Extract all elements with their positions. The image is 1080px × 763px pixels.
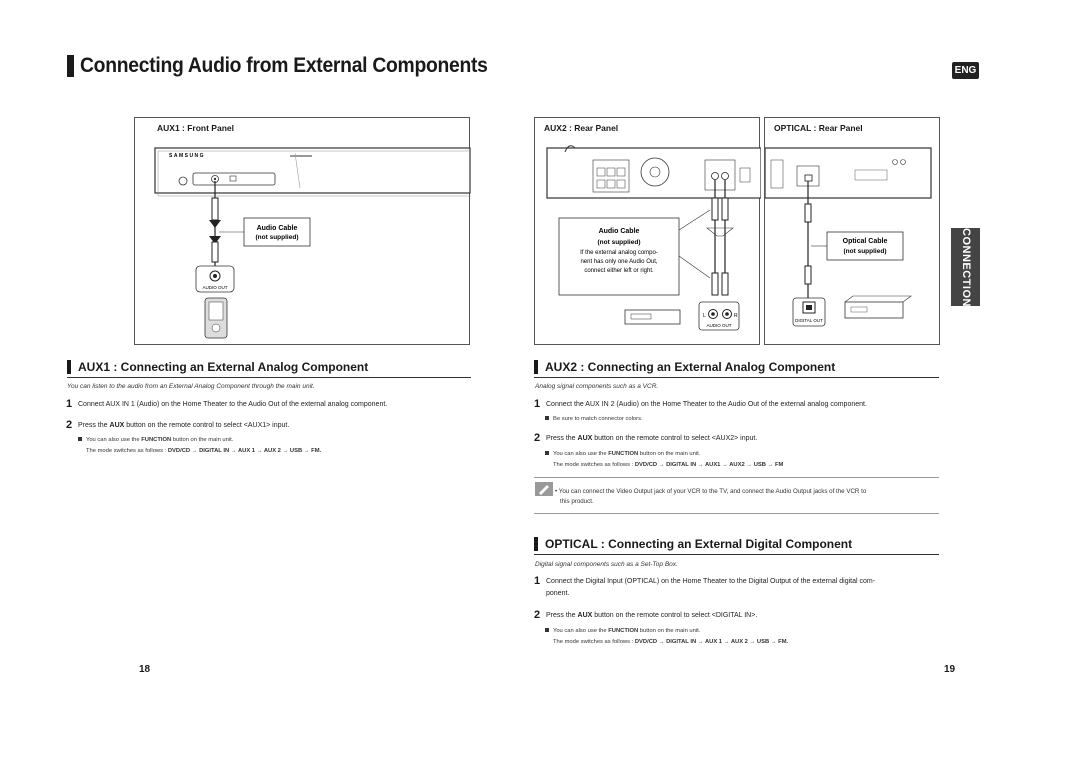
aux2-step2-number: 2 (534, 432, 541, 444)
aux1-cable-label: Audio Cable (256, 225, 298, 232)
optical-in-port (805, 175, 812, 181)
aux2-note-line: If the external analog compo- (580, 250, 658, 256)
optical-step1-text: Connect the Digital Input (OPTICAL) on the Home Theater to the Digital Output of the external digital com- (546, 578, 876, 585)
aux1-jack-label: AUDIO OUT (202, 285, 228, 290)
aux1-note-mode: The mode switches as follows : DVD/CD → DIGITAL IN → AUX 1 → AUX 2 → USB → FM. (86, 448, 322, 454)
aux2-left-label: L (703, 313, 706, 319)
optical-panel-label: OPTICAL : Rear Panel (774, 123, 863, 133)
aux1-panel (134, 117, 470, 345)
cooling-fan (641, 158, 669, 186)
divider (534, 377, 939, 378)
aux2-cable-label: Audio Cable (598, 228, 640, 235)
optical-step1-number: 1 (534, 575, 541, 587)
aux1-step1-number: 1 (66, 398, 73, 410)
optical-diagram (765, 118, 941, 346)
divider (67, 377, 471, 378)
aux1-diagram (135, 118, 471, 346)
aux1-step1-text: Connect AUX IN 1 (Audio) on the Home Theater to the Audio Out of the external analog component. (78, 401, 388, 408)
aux2-note-line: connect either left or right. (584, 268, 654, 274)
aux2-diagram (535, 118, 761, 346)
aux1-step2-number: 2 (66, 419, 73, 431)
optical-note-function: You can also use the FUNCTION button on the main unit. (545, 626, 700, 636)
home-theater-rear-panel (765, 148, 931, 198)
optical-jack-label: DIGITAL OUT (795, 318, 823, 323)
aux2-jack-label: AUDIO OUT (706, 323, 732, 328)
aux2-heading: AUX2 : Connecting an External Analog Component (545, 360, 836, 374)
optical-cable-label: Optical Cable (842, 238, 888, 245)
aux2-right-label: R (734, 313, 738, 319)
optical-heading: OPTICAL : Connecting an External Digital Component (545, 537, 853, 551)
optical-step2-text: Press the AUX button on the remote control to select <DIGITAL IN>. (546, 612, 758, 619)
vcr-unit (625, 310, 680, 324)
page-number-left: 18 (139, 664, 151, 675)
divider (534, 554, 939, 555)
aux2-intro: Analog signal components such as a VCR. (535, 383, 659, 390)
section-tab-connections: CONNECTIONS (951, 228, 980, 306)
aux1-panel-label: AUX1 : Front Panel (157, 123, 234, 133)
aux2-note-mode: The mode switches as follows : DVD/CD → DIGITAL IN → AUX1 → AUX2 → USB → FM (553, 462, 784, 468)
set-top-box (845, 302, 903, 318)
optical-note-mode: The mode switches as follows : DVD/CD → DIGITAL IN → AUX 1 → AUX 2 → USB → FM. (553, 639, 789, 645)
page-title: Connecting Audio from External Components (80, 54, 488, 77)
aux2-tip-line: • You can connect the Video Output jack of your VCR to the TV, and connect the Audio Output jacks of the VCR to (555, 488, 867, 495)
brand-logo: SAMSUNG (169, 153, 206, 159)
language-badge: ENG (952, 62, 979, 79)
aux2-note-line: nent has only one Audio Out, (580, 259, 658, 265)
aux1-note-function: You can also use the FUNCTION button on the main unit. (78, 435, 233, 445)
aux1-heading: AUX1 : Connecting an External Analog Component (78, 360, 369, 374)
aux1-step2-text: Press the AUX button on the remote control to select <AUX1> input. (78, 422, 290, 429)
aux2-step2-text: Press the AUX button on the remote control to select <AUX2> input. (546, 435, 758, 442)
note-pencil-icon (535, 482, 553, 496)
divider (534, 477, 939, 478)
aux2-step1-text: Connect the AUX IN 2 (Audio) on the Home Theater to the Audio Out of the external analog component. (546, 401, 867, 408)
optical-intro: Digital signal components such as a Set-Top Box. (535, 561, 678, 568)
aux1-intro: You can listen to the audio from an External Analog Component through the main unit. (67, 383, 315, 390)
aux2-cable-note: (not supplied) (597, 239, 641, 246)
divider (534, 513, 939, 514)
optical-panel (764, 117, 940, 345)
aux2-panel-label: AUX2 : Rear Panel (544, 123, 619, 133)
optical-cable-note: (not supplied) (843, 248, 887, 255)
power-button (179, 177, 187, 185)
page-number-right: 19 (944, 664, 956, 675)
aux2-step1-number: 1 (534, 398, 541, 410)
aux2-step1-note: Be sure to match connector colors. (545, 414, 643, 424)
optical-step2-number: 2 (534, 609, 541, 621)
title-accent-bar (67, 55, 74, 77)
aux2-tip-line: this product. (560, 498, 594, 505)
aux1-cable-note: (not supplied) (255, 234, 299, 241)
aux1-heading-bar (67, 360, 71, 374)
aux2-heading-bar (534, 360, 538, 374)
aux2-note-function: You can also use the FUNCTION button on the main unit. (545, 449, 700, 459)
aux2-panel (534, 117, 760, 345)
aux-in-2-right-jack (722, 173, 729, 180)
optical-heading-bar (534, 537, 538, 551)
optical-step1-text: ponent. (546, 590, 570, 597)
aux-in-2-left-jack (712, 173, 719, 180)
usb-port (230, 176, 236, 181)
